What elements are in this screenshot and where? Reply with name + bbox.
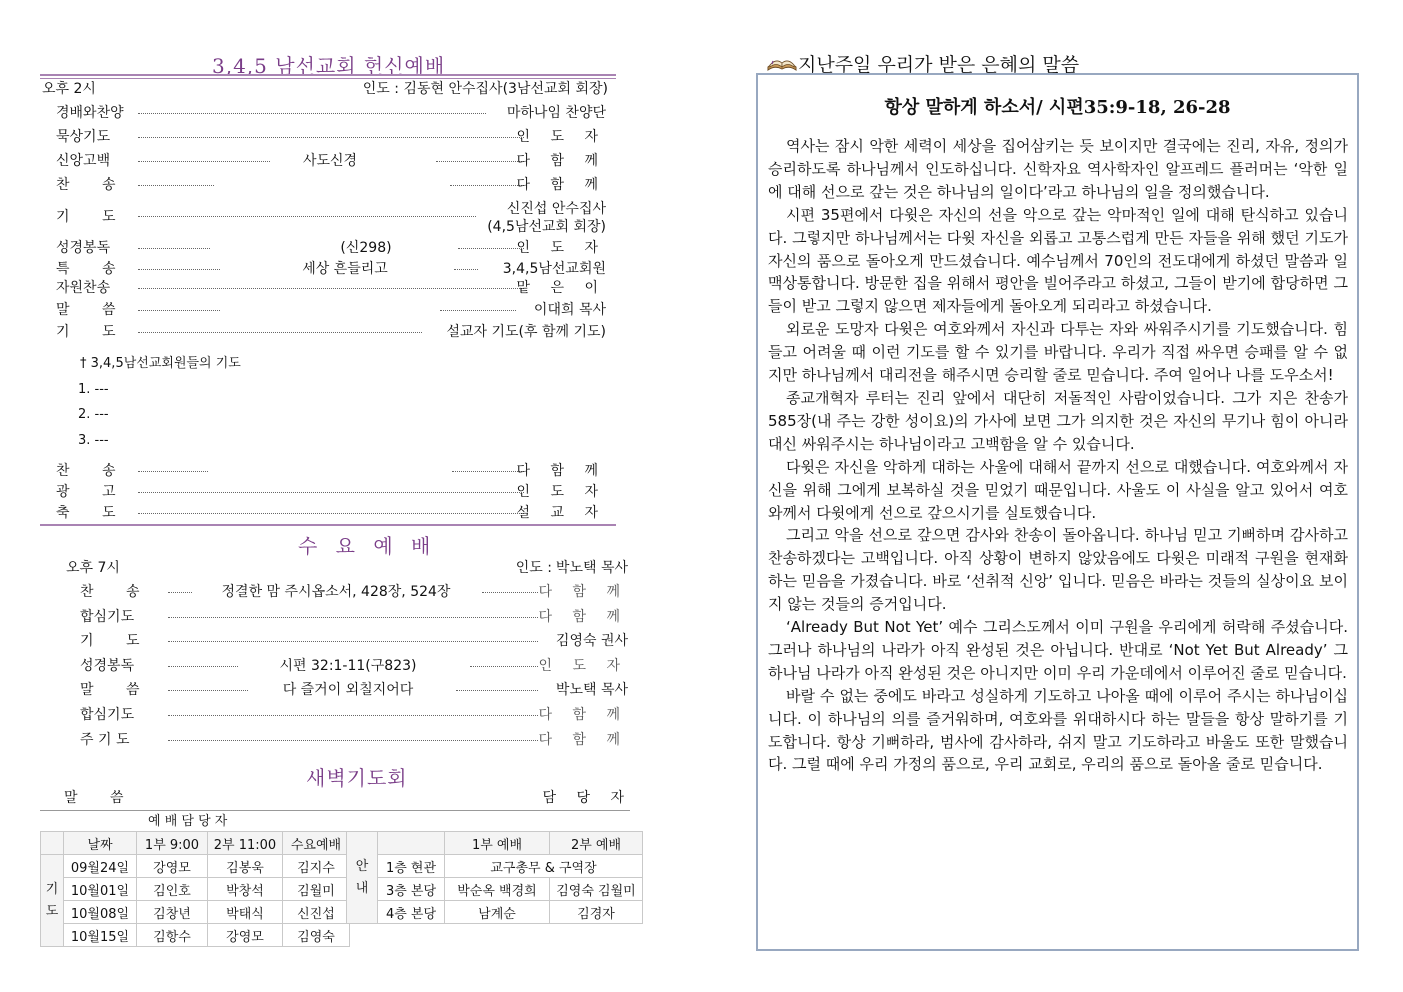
program-label: 합심기도 [80, 609, 135, 625]
leader-dots [168, 690, 248, 691]
leader-dots [470, 666, 538, 667]
open-book-icon [766, 52, 798, 72]
col-header: 1부 9:00 [137, 832, 208, 855]
leader-dots [436, 161, 524, 162]
program-detail: 세상 흔들리고 [302, 261, 388, 277]
col-header: 수요예배 [283, 832, 350, 855]
program-item [80, 704, 628, 726]
program-item [80, 729, 628, 751]
program-label: 말 씀 [80, 682, 154, 698]
program-item [56, 237, 606, 259]
table-cell: 김봉욱 [208, 855, 283, 878]
program-label: 기 도 [56, 324, 130, 340]
leader-dots [138, 288, 524, 289]
leader-dots [138, 137, 524, 138]
leader-dots [138, 332, 422, 333]
table-cell: 박창석 [208, 878, 283, 901]
sermon-paragraph: 그리고 악을 선으로 갚으면 감사와 찬송이 돌아옵니다. 하나님 믿고 기뻐하며 감사하고 찬송하겠다는 고백입니다. 아직 상황이 변하지 않았음에도 다윗은 미래적 구원을 현재화하는 믿음을 가졌습니다. 바로 ‘선취적 신앙’ 입니다. 믿음은 바라는 것들의 실상이요 보이지 않는 것들의 증거입니다. [768, 526, 1348, 614]
table-corner [378, 832, 445, 855]
table-row [347, 855, 643, 878]
table-cell: 10월15일 [64, 924, 137, 947]
program-person: 다 함 께 [516, 177, 606, 193]
leader-dots [168, 715, 538, 716]
leader-dots [440, 310, 516, 311]
leader-dots [138, 513, 524, 514]
col-header: 2부 11:00 [208, 832, 283, 855]
sermon-body [768, 135, 1348, 776]
program-item [56, 174, 606, 196]
prayer-item: 3. --- [78, 433, 109, 448]
program-label: 광 고 [56, 484, 130, 500]
program-label: 자원찬송 [56, 280, 111, 296]
col-header: 1부 예배 [445, 832, 550, 855]
table-cell: 강영모 [137, 855, 208, 878]
table-cell: 김영숙 [283, 924, 350, 947]
table-cell: 박순옥 백경희 [445, 878, 550, 901]
table-row [41, 901, 350, 924]
program-person: 박노택 목사 [555, 682, 628, 698]
sermon-paragraph: 바랄 수 없는 중에도 바라고 성실하게 기도하고 나아올 때에 이루어 주시는 하나님이십니다. 이 하나님의 의를 즐거워하며, 여호와를 위대하시다 하는 말들을 항상 말하기를 기도합니다. 항상 기뻐하라, 범사에 감사하라, 쉬지 말고 기도하라고 바울도 또한 말했습니다. 그럴 때에 우리 가정의 품으로, 우리 교회로, 우리의 품으로 돌아올 줄로 믿습니다. [768, 686, 1348, 774]
program-item [80, 606, 628, 628]
program-label: 찬 송 [56, 463, 130, 479]
program-detail: 다 즐거이 외칠지어다 [282, 682, 414, 698]
program-person: 다 함 께 [516, 463, 606, 479]
table-cell: 신진섭 [283, 901, 350, 924]
table-cell: 강영모 [208, 924, 283, 947]
leader-dots [168, 666, 238, 667]
service3-person-label: 담 당 자 [542, 790, 632, 806]
sermon-paragraph: 종교개혁자 루터는 진리 앞에서 대단히 저돌적인 사람이었습니다. 그가 지은 찬송가 585장(내 주는 강한 성이요)의 가사에 보면 그가 의지한 것은 자신의 무기나 힘이 아니라 대신 싸워주시는 하나님이라고 고백함을 알 수 있습니다. [768, 388, 1348, 453]
side-label-text: 기 도 [45, 881, 59, 919]
table-cell: 박태식 [208, 901, 283, 924]
program-label: 신앙고백 [56, 153, 111, 169]
program-person: 설 교 자 [516, 505, 606, 521]
sermon-paragraph: 다윗은 자신을 악하게 대하는 사울에 대해서 끝까지 선으로 대했습니다. 여호와께서 자신을 위해 그에게 보복하실 것을 믿었기 때문입니다. 사울도 이 사실을 알고 있어서 여호와께서 다윗에게 선으로 갚으시기를 실토했습니다. [768, 457, 1348, 522]
program-label: 주 기 도 [80, 732, 130, 748]
service1-title: 3,4,5 남선교회 헌신예배 [212, 54, 446, 78]
prayer-title: † 3,4,5남선교회원들의 기도 [80, 356, 241, 371]
table-cell: 남계순 [445, 901, 550, 924]
program-label: 기 도 [80, 633, 154, 649]
leader-dots [450, 185, 524, 186]
program-person: 인 도 자 [516, 484, 606, 500]
table-cell: 김지수 [283, 855, 350, 878]
program-item [80, 630, 628, 652]
program-item [56, 198, 606, 238]
program-person: 마하나임 찬양단 [506, 105, 606, 121]
program-label: 경배와찬양 [56, 105, 124, 121]
table-cell: 09월24일 [64, 855, 137, 878]
guide-side-label [347, 832, 378, 924]
leader-dots [168, 617, 538, 618]
table-row [347, 901, 643, 924]
program-label: 찬 송 [56, 177, 130, 193]
leader-dots [452, 471, 524, 472]
table-cell: 김인호 [137, 878, 208, 901]
program-item [56, 277, 606, 299]
table-row [41, 878, 350, 901]
program-item [56, 502, 606, 524]
program-label: 성경봉독 [80, 658, 135, 674]
service1-time: 오후 2시 [42, 81, 96, 97]
program-person: 다 함 께 [538, 732, 628, 748]
program-person: 다 함 께 [538, 707, 628, 723]
program-person: 신진섭 안수집사 [506, 201, 606, 217]
side-label-text: 안 내 [355, 858, 369, 896]
table-header-row [41, 832, 350, 855]
table-cell: 10월08일 [64, 901, 137, 924]
service2-title: 수 요 예 배 [298, 534, 437, 558]
program-label: 찬 송 [80, 584, 154, 600]
sermon-paragraph: 시편 35편에서 다윗은 자신의 선을 악으로 갚는 악마적인 일에 대해 탄식하고 있습니다. 그렇지만 하나님께서는 다윗 자신을 외롭고 고통스럽게 만든 자들을 위해 했던 기도가 자신의 품으로 돌아오게 만드셨습니다. 예수님께서 70인의 전도대에게 하셨던 말씀과 일맥상통합니다. 방문한 집을 위해서 평안을 빌어주라고 하셨고, 그들이 받기에 합당하면 그들이 받고 그렇지 않으면 제자들에게 돌아오게 되리라고 하셨습니다. [768, 205, 1348, 316]
leader-dots [456, 690, 538, 691]
table-row [347, 878, 643, 901]
place-cell: 3층 본당 [378, 878, 445, 901]
service2-time: 오후 7시 [66, 560, 120, 576]
program-item [80, 581, 628, 603]
program-item [56, 299, 606, 321]
sermon-title: 항상 말하게 하소서/ 시편35:9-18, 26-28 [884, 97, 1231, 118]
service2-header [66, 557, 628, 579]
table-row [41, 855, 350, 878]
leader-dots [138, 248, 210, 249]
duty-caption: 예 배 담 당 자 [148, 814, 228, 829]
section-divider [40, 810, 630, 811]
prayer-item: 2. --- [78, 407, 109, 422]
program-item [56, 321, 606, 343]
service1-header [42, 78, 608, 100]
leader-dots [138, 185, 214, 186]
table-cell: 김창년 [137, 901, 208, 924]
table-cell: 교구총무 & 구역장 [445, 855, 643, 878]
program-detail: 사도신경 [302, 153, 358, 169]
table-cell: 10월01일 [64, 878, 137, 901]
program-item [80, 655, 628, 677]
program-person: 인 도 자 [538, 658, 628, 674]
program-detail: 정결한 맘 주시옵소서, 428장, 524장 [221, 584, 451, 600]
program-label: 특 송 [56, 261, 130, 277]
leader-dots [458, 248, 524, 249]
leader-dots [168, 740, 538, 741]
sermon-paragraph: ‘Already But Not Yet’ 예수 그리스도께서 이미 구원을 우리에게 허락해 주셨습니다. 그러나 하나님의 나라가 아직 완성된 것은 아닙니다. 반대로 ‘Not Yet But Already’ 그 하나님 나라가 아직 완성된 것은 아니지만 이미 우리 가운데에서 이루어진 줄로 믿습니다. [768, 618, 1348, 682]
program-item [56, 126, 606, 148]
table-cell: 김항수 [137, 924, 208, 947]
service2-leader: 박노택 목사 [555, 560, 628, 576]
program-label: 성경봉독 [56, 240, 111, 256]
col-header: 2부 예배 [550, 832, 643, 855]
program-label: 합심기도 [80, 707, 135, 723]
prayer-side-label [41, 855, 64, 947]
sermon-paragraph: 역사는 잠시 악한 세력이 세상을 집어삼키는 듯 보이지만 결국에는 진리, 자유, 정의가 승리하도록 하나님께서 인도하십니다. 신학자요 역사학자인 알프레드 플러머는 ‘악한 일에 대해 선으로 갚는 것은 하나님의 일이다’라고 하나님의 일을 정의했습니다. [768, 137, 1348, 201]
program-detail: 시편 32:1-11(구823) [279, 658, 417, 674]
leader-dots [138, 492, 524, 493]
section-divider [40, 524, 616, 526]
service3-title: 새벽기도회 [306, 766, 408, 790]
leader-dots [138, 216, 476, 217]
sermon-paragraph: 외로운 도망자 다윗은 여호와께서 자신과 다투는 자와 싸워주시기를 기도했습니다. 힘들고 어려울 때 이런 기도를 할 수 있기를 바랍니다. 우리가 직접 싸우면 승패를 알 수 없지만 하나님께서 대리전을 해주시면 승리할 줄로 믿습니다. 주여 일어나 나를 도우소서! [768, 320, 1348, 385]
program-person: 다 함 께 [538, 584, 628, 600]
table-cell: 김월미 [283, 878, 350, 901]
program-label: 묵상기도 [56, 129, 111, 145]
leader-dots [138, 161, 270, 162]
col-header: 날짜 [64, 832, 137, 855]
program-person: 인 도 자 [516, 240, 606, 256]
program-label: 말 씀 [56, 302, 130, 318]
prayer-duty-table [40, 831, 350, 947]
leader-dots [168, 592, 192, 593]
program-person: 다 함 께 [516, 153, 606, 169]
program-item [56, 102, 606, 124]
leader-dots [482, 592, 538, 593]
program-person: 김영숙 권사 [555, 633, 628, 649]
leader-dots [138, 269, 220, 270]
sermon-box [756, 73, 1359, 951]
guide-duty-table [346, 831, 643, 924]
program-person: 설교자 기도(후 함께 기도) [446, 324, 606, 340]
program-label: 기 도 [56, 209, 130, 225]
table-cell: 김경자 [550, 901, 643, 924]
place-cell: 1층 현관 [378, 855, 445, 878]
program-person: 3,4,5남선교회원 [502, 261, 606, 277]
prayer-item: 1. --- [78, 382, 109, 397]
table-cell: 김영숙 김월미 [550, 878, 643, 901]
table-header-row [347, 832, 643, 855]
leader-dots [168, 641, 538, 642]
leader-dots [138, 113, 486, 114]
program-label: 축 도 [56, 505, 130, 521]
service1-leader: 인도 : 김동현 안수집사(3남선교회 회장) [362, 81, 608, 97]
service3-header [64, 787, 632, 809]
service3-word-label: 말 씀 [64, 790, 138, 806]
sermon-section-header: 지난주일 우리가 받은 은혜의 말씀 [798, 54, 1080, 76]
program-person-note: (4,5남선교회 회장) [487, 219, 606, 235]
service2-leader-label: 인도 : [515, 560, 552, 576]
place-cell: 4층 본당 [378, 901, 445, 924]
leader-dots [138, 310, 220, 311]
program-item [80, 679, 628, 701]
program-item [56, 460, 606, 482]
program-item [56, 150, 606, 172]
program-person: 맡 은 이 [516, 280, 606, 296]
leader-dots [454, 269, 478, 270]
program-person: 다 함 께 [538, 609, 628, 625]
program-item [56, 481, 606, 503]
program-detail: (신298) [340, 240, 392, 256]
leader-dots [138, 471, 208, 472]
program-person: 인 도 자 [516, 129, 606, 145]
table-row [41, 924, 350, 947]
table-corner [41, 832, 64, 855]
program-person: 이대희 목사 [533, 302, 606, 318]
